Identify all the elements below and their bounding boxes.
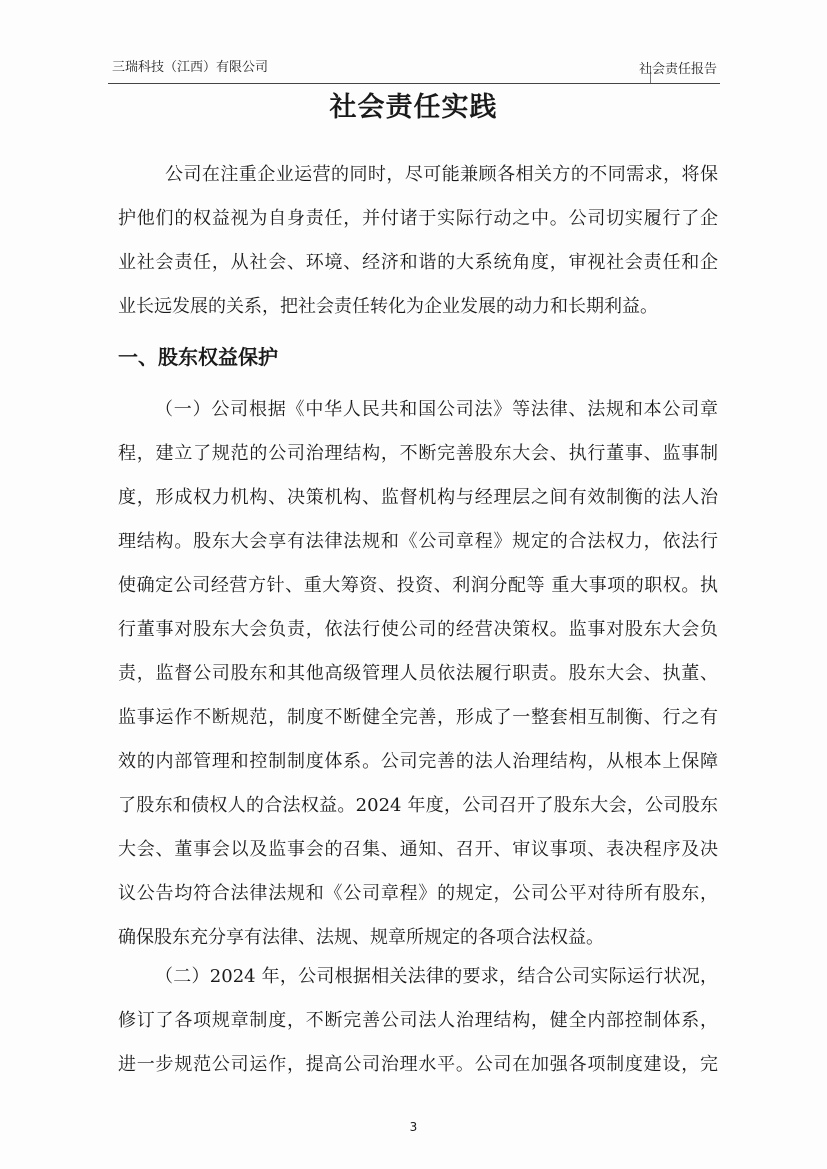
paragraph-line: 进一步规范公司运作，提高公司治理水平。公司在加强各项制度建设，完 bbox=[118, 1054, 718, 1075]
section1-paragraph-2 bbox=[118, 955, 718, 1087]
paragraph-line: 业长远发展的关系，把社会责任转化为企业发展的动力和长期利益。 bbox=[118, 296, 658, 317]
header-company-name: 三瑞科技（江西）有限公司 bbox=[112, 60, 269, 75]
paragraph-line: 议公告均符合法律法规和《公司章程》的规定，公司公平对待所有股东， bbox=[118, 883, 718, 904]
paragraph-line: 程，建立了规范的公司治理结构，不断完善股东大会、执行董事、监事制 bbox=[118, 443, 718, 464]
paragraph-line: 行董事对股东大会负责，依法行使公司的经营决策权。监事对股东大会负 bbox=[118, 619, 718, 640]
paragraph-line: 了股东和债权人的合法权益。2024 年度，公司召开了股东大会，公司股东 bbox=[118, 795, 718, 816]
paragraph-line: 修订了各项规章制度，不断完善公司法人治理结构，健全内部控制体系， bbox=[118, 1010, 718, 1031]
page-title: 社会责任实践 bbox=[329, 92, 498, 123]
paragraph-line: 确保股东充分享有法律、法规、规章所规定的各项合法权益。 bbox=[118, 927, 604, 948]
paragraph-line: 监事运作不断规范，制度不断健全完善，形成了一整套相互制衡、行之有 bbox=[118, 707, 718, 728]
page-number: 3 bbox=[409, 1120, 418, 1134]
paragraph-line: （一）公司根据《中华人民共和国公司法》等法律、法规和本公司章 bbox=[155, 399, 718, 420]
paragraph-line: 使确定公司经营方针、重大筹资、投资、利润分配等 重大事项的职权。执 bbox=[118, 575, 718, 596]
header-rule bbox=[108, 83, 720, 84]
paragraph-line: 效的内部管理和控制制度体系。公司完善的法人治理结构，从根本上保障 bbox=[118, 751, 718, 772]
paragraph-line: 公司在注重企业运营的同时，尽可能兼顾各相关方的不同需求，将保 bbox=[165, 164, 718, 185]
paragraph-line: 责，监督公司股东和其他高级管理人员依法履行职责。股东大会、执董、 bbox=[118, 663, 718, 684]
section1-paragraph-1 bbox=[118, 388, 718, 960]
paragraph-line: 业社会责任，从社会、环境、经济和谐的大系统角度，审视社会责任和企 bbox=[118, 252, 718, 273]
paragraph-line: 大会、董事会以及监事会的召集、通知、召开、审议事项、表决程序及决 bbox=[118, 839, 718, 860]
paragraph-line: 度，形成权力机构、决策机构、监督机构与经理层之间有效制衡的法人治 bbox=[118, 487, 718, 508]
paragraph-line: 护他们的权益视为自身责任，并付诸于实际行动之中。公司切实履行了企 bbox=[118, 208, 718, 229]
intro-paragraph bbox=[118, 153, 718, 329]
paragraph-line: 理结构。股东大会享有法律法规和《公司章程》规定的合法权力，依法行 bbox=[118, 531, 718, 552]
header-report-name: 社会责任报告 bbox=[638, 62, 717, 77]
section-heading: 一、股东权益保护 bbox=[118, 345, 278, 369]
paragraph-line: （二）2024 年，公司根据相关法律的要求，结合公司实际运行状况， bbox=[155, 966, 718, 987]
